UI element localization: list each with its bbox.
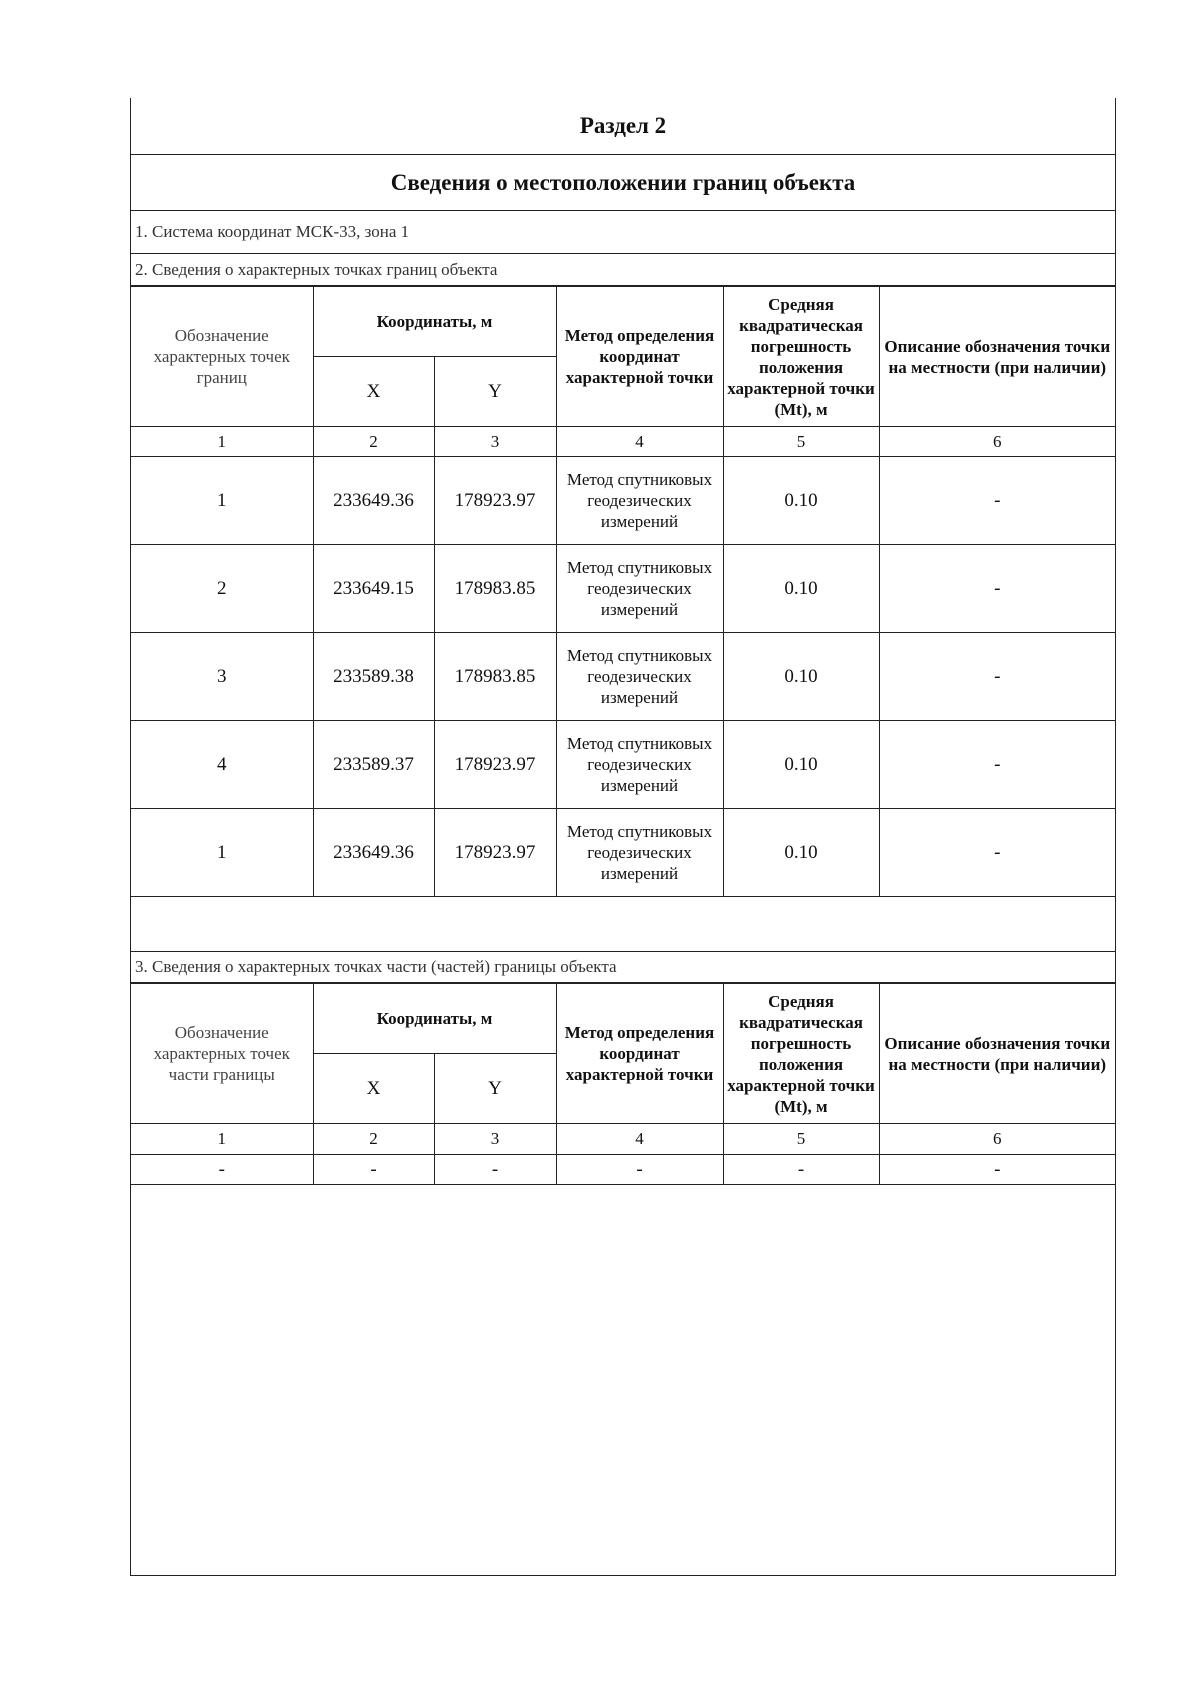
description: - <box>879 721 1115 809</box>
header-x: X <box>313 357 434 427</box>
document-sheet <box>130 98 1116 1576</box>
header-coordinates: Координаты, м <box>313 984 556 1054</box>
coord-x: 233589.38 <box>313 633 434 721</box>
header-error: Средняя квадратическая погрешность положения характерной точки (Mt), м <box>723 287 879 427</box>
column-number-row <box>131 1124 1115 1155</box>
column-number: 2 <box>313 427 434 457</box>
coord-y: 178923.97 <box>434 721 556 809</box>
description: - <box>879 1155 1115 1185</box>
coord-x: 233649.36 <box>313 457 434 545</box>
part-boundary-points-table <box>131 983 1115 1185</box>
column-number: 3 <box>434 1124 556 1155</box>
error: - <box>723 1155 879 1185</box>
header-coordinates: Координаты, м <box>313 287 556 357</box>
header-method: Метод определения координат характерной точки <box>556 984 723 1124</box>
header-description: Описание обозначения точки на местности (при наличии) <box>879 287 1115 427</box>
header-description: Описание обозначения точки на местности (при наличии) <box>879 984 1115 1124</box>
point-number: - <box>131 1155 313 1185</box>
method: Метод спутниковых геодезических измерений <box>556 721 723 809</box>
description: - <box>879 633 1115 721</box>
coord-y: 178983.85 <box>434 545 556 633</box>
header-x: X <box>313 1054 434 1124</box>
coord-x: 233649.15 <box>313 545 434 633</box>
point-number: 2 <box>131 545 313 633</box>
error: 0.10 <box>723 721 879 809</box>
error: 0.10 <box>723 633 879 721</box>
column-number: 6 <box>879 1124 1115 1155</box>
column-number: 4 <box>556 1124 723 1155</box>
coordinate-system-line: 1. Система координат МСК-33, зона 1 <box>131 211 1115 254</box>
point-number: 3 <box>131 633 313 721</box>
header-y: Y <box>434 357 556 427</box>
description: - <box>879 545 1115 633</box>
coord-y: 178983.85 <box>434 633 556 721</box>
table-row <box>131 633 1115 721</box>
section-title: Раздел 2 <box>131 98 1115 155</box>
header-y: Y <box>434 1054 556 1124</box>
method: Метод спутниковых геодезических измерений <box>556 809 723 897</box>
coord-y: - <box>434 1155 556 1185</box>
description: - <box>879 809 1115 897</box>
table-row <box>131 721 1115 809</box>
header-method: Метод определения координат характерной точки <box>556 287 723 427</box>
coord-y: 178923.97 <box>434 457 556 545</box>
column-number: 6 <box>879 427 1115 457</box>
column-number: 1 <box>131 427 313 457</box>
table-row <box>131 1155 1115 1185</box>
table-row <box>131 545 1115 633</box>
points-section-caption: 2. Сведения о характерных точках границ объекта <box>131 254 1115 286</box>
coord-x: 233649.36 <box>313 809 434 897</box>
column-number: 3 <box>434 427 556 457</box>
error: 0.10 <box>723 545 879 633</box>
method: Метод спутниковых геодезических измерений <box>556 545 723 633</box>
parts-section-caption: 3. Сведения о характерных точках части (частей) границы объекта <box>131 951 1115 983</box>
column-number: 1 <box>131 1124 313 1155</box>
section-subtitle: Сведения о местоположении границ объекта <box>131 155 1115 211</box>
boundary-points-table <box>131 286 1115 897</box>
method: Метод спутниковых геодезических измерений <box>556 633 723 721</box>
point-number: 1 <box>131 809 313 897</box>
coord-x: 233589.37 <box>313 721 434 809</box>
column-number: 5 <box>723 427 879 457</box>
method: Метод спутниковых геодезических измерений <box>556 457 723 545</box>
method: - <box>556 1155 723 1185</box>
table-row <box>131 457 1115 545</box>
point-number: 4 <box>131 721 313 809</box>
column-number: 4 <box>556 427 723 457</box>
header-error: Средняя квадратическая погрешность положения характерной точки (Mt), м <box>723 984 879 1124</box>
description: - <box>879 457 1115 545</box>
coord-x: - <box>313 1155 434 1185</box>
table-row <box>131 809 1115 897</box>
coord-y: 178923.97 <box>434 809 556 897</box>
point-number: 1 <box>131 457 313 545</box>
column-number-row <box>131 427 1115 457</box>
column-number: 2 <box>313 1124 434 1155</box>
header-designation: Обозначение характерных точек границ <box>131 287 313 427</box>
column-number: 5 <box>723 1124 879 1155</box>
header-designation: Обозначение характерных точек части границы <box>131 984 313 1124</box>
error: 0.10 <box>723 457 879 545</box>
error: 0.10 <box>723 809 879 897</box>
